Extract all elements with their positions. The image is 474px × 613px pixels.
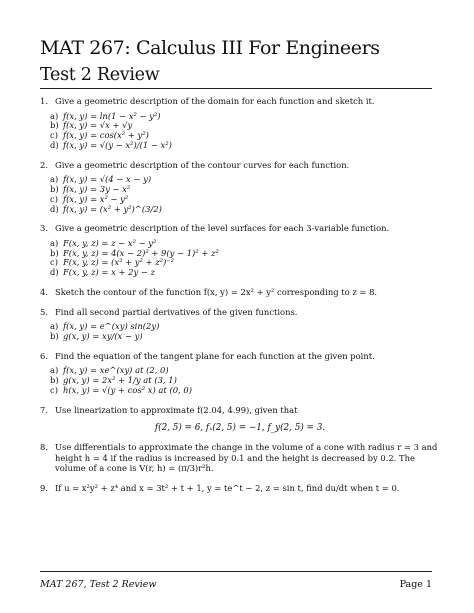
part-expression: F(x, y, z) = x + 2y − z — [63, 267, 155, 278]
problem-parts — [50, 322, 440, 342]
given-values: f(2, 5) = 6, fₓ(2, 5) = −1, f_y(2, 5) = 3. — [154, 423, 326, 434]
page-title: MAT 267: Calculus III For Engineers — [40, 37, 380, 59]
problem-statement — [40, 442, 440, 474]
part-expression: f(x, y) = xe^(xy) at (2, 0) — [63, 365, 169, 376]
problem-number: 7. — [40, 404, 48, 415]
part-expression: f(x, y) = x² − y² — [63, 193, 129, 204]
problem-statement — [40, 287, 440, 298]
part-label: a) — [50, 110, 59, 121]
problem-3 — [40, 223, 440, 278]
part-expression: f(x, y) = e^(xy) sin(2y) — [63, 321, 160, 332]
problem-statement — [40, 307, 440, 318]
footer-left-text: MAT 267, Test 2 Review — [40, 579, 157, 590]
part-label: b) — [50, 183, 59, 194]
part-label: a) — [50, 321, 59, 332]
problem-parts — [50, 112, 440, 151]
problem-number: 9. — [40, 482, 48, 493]
part-expression: F(x, y, z) = (x² + y² + z²)⁻² — [63, 257, 175, 268]
header-rule — [40, 88, 432, 89]
problem-number: 3. — [40, 223, 48, 234]
problem-parts — [50, 239, 440, 278]
part-label: b) — [50, 374, 59, 385]
part-expression: h(x, y) = √(y + cos² x) at (0, 0) — [63, 384, 192, 395]
problem-1 — [40, 96, 440, 151]
problem-text: Give a geometric description of the contour curves for each function. — [55, 159, 350, 170]
problem-2 — [40, 160, 440, 215]
problem-4 — [40, 287, 440, 298]
problem-text: Sketch the contour of the function f(x, y) = 2x² + y² corresponding to z = 8. — [55, 287, 378, 298]
problem-number: 5. — [40, 306, 48, 317]
problem-statement — [40, 96, 440, 107]
problem-part — [50, 268, 440, 278]
footer-page-number: Page 1 — [399, 579, 432, 590]
problem-number: 4. — [40, 287, 48, 298]
problem-8 — [40, 442, 440, 474]
part-label: b) — [50, 247, 59, 258]
part-expression: f(x, y) = √(4 − x − y) — [63, 174, 152, 185]
problem-parts — [50, 175, 440, 214]
problem-text: Find the equation of the tangent plane for each function at the given point. — [55, 350, 375, 361]
part-expression: g(x, y) = xy/(x − y) — [63, 330, 143, 341]
problem-7 — [40, 405, 440, 434]
part-label: b) — [50, 120, 59, 131]
problem-text: Use linearization to approximate f(2.04, 4.99), given that — [55, 404, 298, 415]
problem-5 — [40, 307, 440, 342]
part-label: d) — [50, 203, 59, 214]
problem-text: Give a geometric description of the domain for each function and sketch it. — [55, 96, 375, 106]
part-label: b) — [50, 330, 59, 341]
part-label: c) — [50, 257, 58, 268]
part-expression: F(x, y, z) = 4(x − 2)² + 9(y − 1)² + z² — [63, 247, 219, 258]
part-label: c) — [50, 384, 58, 395]
problem-part — [50, 141, 440, 151]
part-expression: g(x, y) = 2x² + 1/y at (3, 1) — [63, 374, 177, 385]
part-label: d) — [50, 139, 59, 150]
problem-part — [50, 332, 440, 342]
problem-part — [50, 205, 440, 215]
part-expression: f(x, y) = √x + √y — [63, 120, 133, 131]
problem-statement — [40, 483, 440, 494]
footer-rule — [40, 571, 432, 572]
problem-text: If u = x²y² + z⁴ and x = 3t² + t + 1, y = te^t − 2, z = sin t, find du/dt when t = 0. — [55, 482, 400, 493]
problem-statement — [40, 223, 440, 234]
problem-number: 6. — [40, 350, 48, 361]
part-label: a) — [50, 174, 59, 185]
part-expression: F(x, y, z) = z − x² − y² — [63, 237, 157, 248]
part-expression: f(x, y) = √(y − x²)/(1 − x²) — [63, 139, 172, 150]
problem-list — [40, 96, 440, 493]
problem-6 — [40, 351, 440, 396]
part-expression: f(x, y) = 3y − x² — [63, 183, 131, 194]
problem-statement — [40, 405, 440, 416]
problem-text: Use differentials to approximate the change in the volume of a cone with radius r = 3 and height h = 4 if the radius is increased by 0.1 and the height is decreased by 0.2. The volume of a cone is V(r, h) = (π/3)r²h. — [55, 442, 438, 474]
problem-part — [50, 386, 440, 396]
problem-statement — [40, 351, 440, 362]
part-label: a) — [50, 237, 59, 248]
problem-text: Give a geometric description of the level surfaces for each 3-variable function. — [55, 223, 390, 234]
problem-text: Find all second partial derivatives of the given functions. — [55, 306, 298, 317]
problem-parts — [50, 366, 440, 395]
part-expression: f(x, y) = (x² + y²)^(3/2) — [63, 203, 162, 214]
part-expression: f(x, y) = cos(x² + y²) — [63, 130, 149, 141]
part-expression: f(x, y) = ln(1 − x² − y²) — [63, 110, 161, 121]
part-label: c) — [50, 130, 58, 141]
problem-9 — [40, 483, 440, 494]
problem-number: 1. — [40, 96, 48, 106]
page-subtitle: Test 2 Review — [40, 65, 160, 85]
problem-number: 2. — [40, 159, 48, 170]
problem-number: 8. — [40, 442, 48, 453]
problem-statement — [40, 160, 440, 171]
part-label: d) — [50, 267, 59, 278]
part-label: c) — [50, 193, 58, 204]
part-label: a) — [50, 365, 59, 376]
